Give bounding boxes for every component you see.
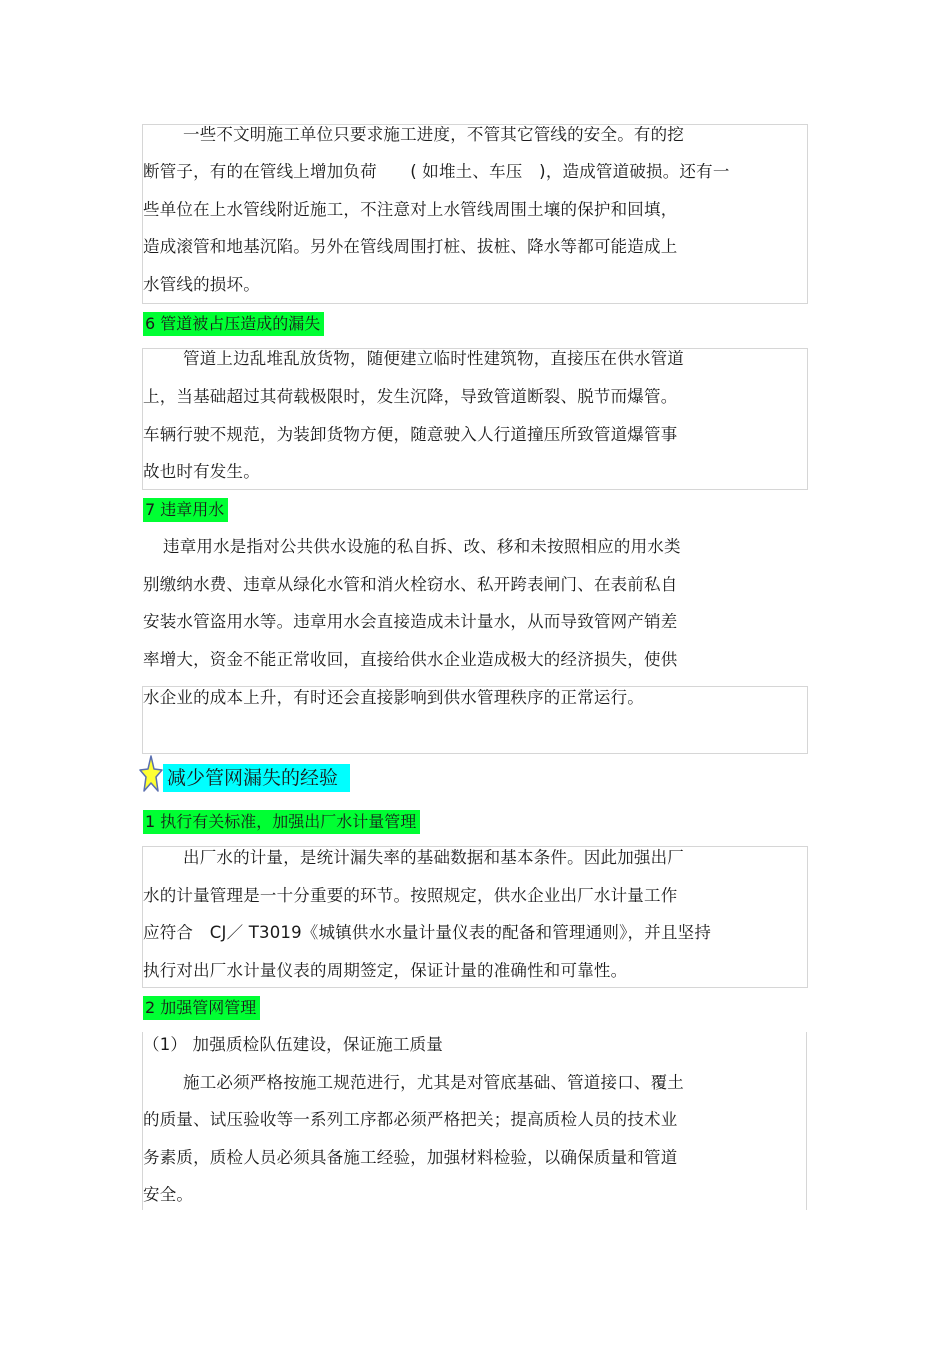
- paragraph-line: 执行对出厂水计量仪表的周期签定，保证计量的准确性和可靠性。: [143, 961, 628, 980]
- paragraph-line: 管道上边乱堆乱放货物，随便建立临时性建筑物，直接压在供水管道: [183, 349, 684, 368]
- paragraph-line: 应符合 CJ／ T3019《城镇供水水量计量仪表的配备和管理通则》，并且坚持: [143, 923, 712, 942]
- subheading: （1） 加强质检队伍建设，保证施工质量: [143, 1035, 444, 1054]
- paragraph-line: 故也时有发生。: [143, 462, 260, 481]
- paragraph-line: 一些不文明施工单位只要求施工进度，不管其它管线的安全。有的挖: [183, 125, 684, 144]
- section-title: 减少管网漏失的经验: [163, 764, 350, 792]
- paragraph-line: 违章用水是指对公共供水设施的私自拆、改、移和未按照相应的用水类: [163, 537, 681, 556]
- paragraph-line: 水企业的成本上升，有时还会直接影响到供水管理秩序的正常运行。: [143, 688, 644, 707]
- paragraph-line: 安全。: [143, 1185, 194, 1204]
- paragraph-line: 别缴纳水费、违章从绿化水管和消火栓窃水、私开跨表闸门、在表前私自: [143, 575, 678, 594]
- paragraph-line: 上，当基础超过其荷载极限时，发生沉降，导致管道断裂、脱节而爆管。: [143, 387, 678, 406]
- paragraph-line: 务素质，质检人员必须具备施工经验，加强材料检验，以确保质量和管道: [143, 1148, 678, 1167]
- paragraph-line: 安装水管盗用水等。违章用水会直接造成未计量水，从而导致管网产销差: [143, 612, 678, 631]
- heading-7: 7 违章用水: [143, 498, 228, 522]
- paragraph-line: 水管线的损坏。: [143, 275, 260, 294]
- heading-6: 6 管道被占压造成的漏失: [143, 312, 324, 336]
- paragraph-line: 水的计量管理是一十分重要的环节。按照规定，供水企业出厂水计量工作: [143, 886, 678, 905]
- paragraph-line: 些单位在上水管线附近施工，不注意对上水管线周围土壤的保护和回填，: [143, 200, 678, 219]
- paragraph-line: 造成滚管和地基沉陷。另外在管线周围打桩、拔桩、降水等都可能造成上: [143, 237, 678, 256]
- heading-1: 1 执行有关标准，加强出厂水计量管理: [143, 810, 420, 834]
- frame-line: [806, 1032, 807, 1210]
- star-icon: [139, 754, 163, 794]
- paragraph-line: 的质量、试压验收等一系列工序都必须严格把关；提高质检人员的技术业: [143, 1110, 678, 1129]
- paragraph-line: 断管子，有的在管线上增加负荷 ( 如堆土、车压 )，造成管道破损。还有一: [143, 162, 730, 181]
- paragraph-line: 出厂水的计量，是统计漏失率的基础数据和基本条件。因此加强出厂: [183, 848, 684, 867]
- paragraph-line: 车辆行驶不规范，为装卸货物方便，随意驶入人行道撞压所致管道爆管事: [143, 425, 678, 444]
- paragraph-line: 率增大，资金不能正常收回，直接给供水企业造成极大的经济损失，使供: [143, 650, 678, 669]
- heading-2: 2 加强管网管理: [143, 996, 260, 1020]
- paragraph-line: 施工必须严格按施工规范进行，尤其是对管底基础、管道接口、覆土: [183, 1073, 684, 1092]
